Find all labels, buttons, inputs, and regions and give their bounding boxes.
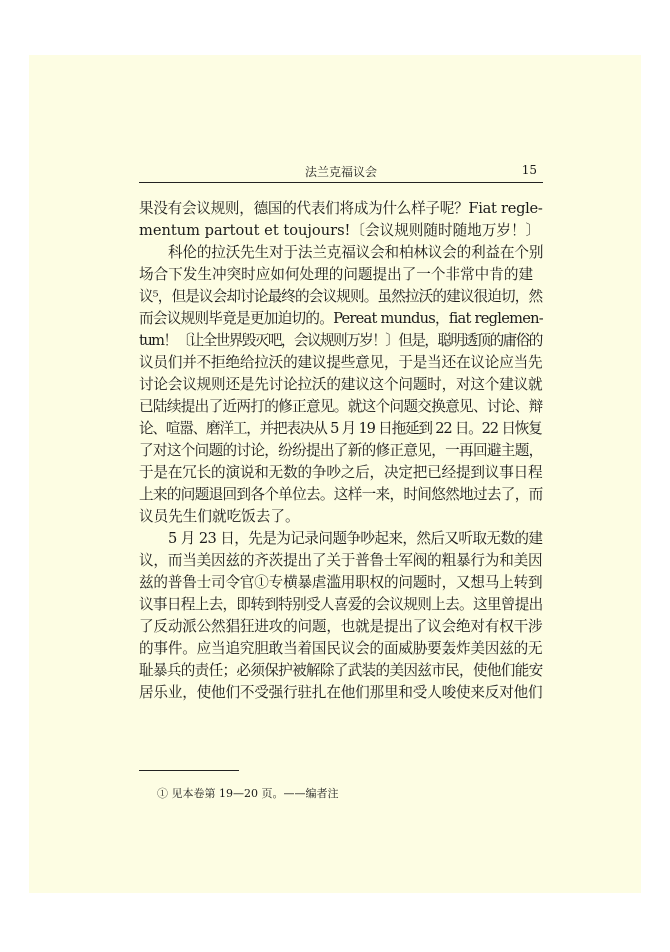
text-line: 已陆续提出了近两打的修正意见。就这个问题交换意见、讨论、辩 [139,398,543,415]
text-line: 议事日程上去，即转到特别受人喜爱的会议规则上去。这里曾提出 [139,596,543,613]
running-title: 法兰克福议会 [304,165,377,179]
paragraph [139,198,543,242]
text-line: 议，而当美因兹的齐茨提出了关于普鲁士军阀的粗暴行为和美因 [139,552,543,569]
text-line: 讨论会议规则还是先讨论拉沃的建议这个问题时，对这个建议就 [139,376,543,393]
text-line: tum！〔让全世界毁灭吧，会议规则万岁！〕但是，聪明透顶的庸俗的 [139,332,542,349]
footnote: ① 见本卷第 19—20 页。——编者注 [157,787,339,800]
text-line: 科伦的拉沃先生对于法兰克福议会和柏林议会的利益在个别 [168,244,543,261]
text-line: 了对这个问题的讨论，纷纷提出了新的修正意见，一再回避主题， [139,442,543,459]
text-line: 议员先生们就吃饭去了。 [139,508,300,525]
paragraph [139,528,543,704]
running-header [139,161,543,183]
text-line: 兹的普鲁士司令官①专横暴虐滥用职权的问题时，又想马上转到 [139,574,543,591]
text-line: 而会议规则毕竟是更加迫切的。Pereat mundus，fiat reglemen- [139,310,543,327]
text-line: mentum partout et toujours!〔会议规则随时随地万岁！〕 [139,222,541,239]
text-line: 场合下发生冲突时应如何处理的问题提出了一个非常中肯的建 [139,266,534,283]
text-line: 了反动派公然猖狂进攻的问题，也就是提出了议会绝对有权干涉 [139,618,543,635]
text-line: 耻暴兵的责任；必须保护被解除了武装的美因兹市民，使他们能安 [139,662,543,679]
text-line: 于是在冗长的演说和无数的争吵之后，决定把已经提到议事日程 [139,464,543,481]
text-line: 的事件。应当追究胆敢当着国民议会的面威胁要轰炸美因兹的无 [139,640,543,657]
text-line: 议⁵，但是议会却讨论最终的会议规则。虽然拉沃的建议很迫切，然 [139,288,543,305]
body-text [139,198,543,704]
paragraph [139,242,543,528]
page-number: 15 [521,163,537,177]
text-line: 上来的问题退回到各个单位去。这样一来，时间悠然地过去了，而 [139,486,543,503]
text-line: 论、喧嚣、磨洋工，并把表决从 5 月 19 日拖延到 22 日。22 日恢复 [139,420,542,437]
text-line: 5 月 23 日，先是为记录问题争吵起来，然后又听取无数的建 [168,530,543,547]
text-line: 果没有会议规则，德国的代表们将成为什么样子呢？Fiat regle- [139,200,543,217]
footnote-divider [139,770,239,771]
text-line: 议员们并不拒绝给拉沃的建议提些意见，于是当还在议论应当先 [139,354,543,371]
text-line: 居乐业，使他们不受强行驻扎在他们那里和受人唆使来反对他们 [139,684,543,701]
